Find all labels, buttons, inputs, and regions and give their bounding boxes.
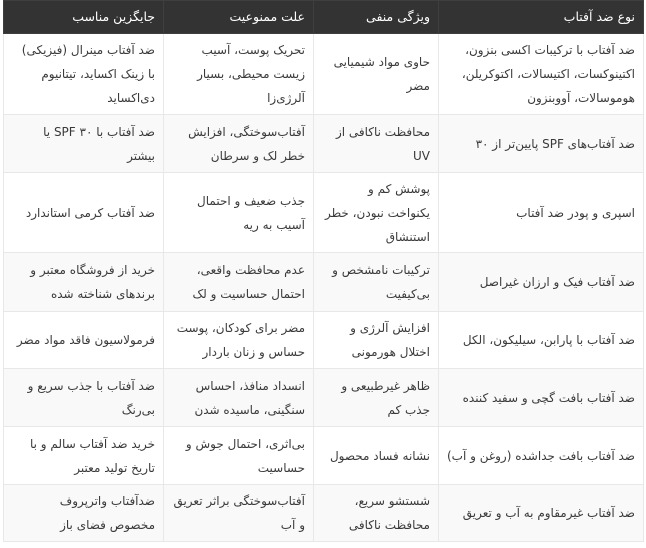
header-negative-feature: ویژگی منفی <box>314 1 439 34</box>
table-row <box>4 312 644 369</box>
cell-suitable-alternative: خرید ضد آفتاب سالم و با تاریخ تولید معتبر <box>4 427 164 485</box>
cell-sunscreen-type: ضد آفتاب با پارابن، سیلیکون، الکل <box>439 312 644 369</box>
cell-negative-feature: حاوی مواد شیمیایی مضر <box>314 34 439 115</box>
header-suitable-alternative: جایگزین مناسب <box>4 1 164 34</box>
cell-prohibition-reason: بی‌اثری، احتمال جوش و حساسیت <box>164 427 314 485</box>
cell-negative-feature: محافظت ناکافی از UV <box>314 115 439 173</box>
table-row <box>4 115 644 173</box>
cell-sunscreen-type: ضد آفتاب بافت جداشده (روغن و آب) <box>439 427 644 485</box>
cell-suitable-alternative: فرمولاسیون فاقد مواد مضر <box>4 312 164 369</box>
cell-negative-feature: افزایش آلرژی و اختلال هورمونی <box>314 312 439 369</box>
header-sunscreen-type: نوع ضد آفتاب <box>439 1 644 34</box>
table-row <box>4 34 644 115</box>
table-row <box>4 173 644 253</box>
cell-sunscreen-type: ضد آفتاب بافت گچی و سفید کننده <box>439 369 644 427</box>
cell-negative-feature: شستشو سریع، محافظت ناکافی <box>314 485 439 542</box>
table-row <box>4 369 644 427</box>
cell-sunscreen-type: اسپری و پودر ضد آفتاب <box>439 173 644 253</box>
sunscreen-comparison-table-container <box>3 0 643 542</box>
cell-sunscreen-type: ضد آفتاب غیرمقاوم به آب و تعریق <box>439 485 644 542</box>
cell-prohibition-reason: جذب ضعیف و احتمال آسیب به ریه <box>164 173 314 253</box>
cell-suitable-alternative: ضد آفتاب کرمی استاندارد <box>4 173 164 253</box>
cell-suitable-alternative: خرید از فروشگاه معتبر و برندهای شناخته شده <box>4 253 164 312</box>
cell-prohibition-reason: انسداد منافذ، احساس سنگینی، ماسیده شدن <box>164 369 314 427</box>
cell-prohibition-reason: عدم محافظت واقعی، احتمال حساسیت و لک <box>164 253 314 312</box>
cell-suitable-alternative: ضد آفتاب با ۳۰ SPF یا بیشتر <box>4 115 164 173</box>
cell-negative-feature: نشانه فساد محصول <box>314 427 439 485</box>
table-row <box>4 427 644 485</box>
cell-sunscreen-type: ضد آفتاب با ترکیبات اکسی بنزون، اکتینوکسات، اکتیسالات، اکتوکریلن، هوموسالات، آووبنزون <box>439 34 644 115</box>
cell-prohibition-reason: آفتاب‌سوختگی، افزایش خطر لک و سرطان <box>164 115 314 173</box>
table-row <box>4 485 644 542</box>
cell-suitable-alternative: ضد آفتاب با جذب سریع و بی‌رنگ <box>4 369 164 427</box>
table-row <box>4 253 644 312</box>
cell-suitable-alternative: ضد آفتاب مینرال (فیزیکی) با زینک اکساید، تیتانیوم دی‌اکساید <box>4 34 164 115</box>
cell-negative-feature: پوشش کم و یکنواخت نبودن، خطر استنشاق <box>314 173 439 253</box>
cell-negative-feature: ترکیبات نامشخص و بی‌کیفیت <box>314 253 439 312</box>
cell-prohibition-reason: تحریک پوست، آسیب زیست محیطی، بسیار آلرژی‌زا <box>164 34 314 115</box>
header-prohibition-reason: علت ممنوعیت <box>164 1 314 34</box>
cell-suitable-alternative: ضدآفتاب واترپروف مخصوص فضای باز <box>4 485 164 542</box>
cell-sunscreen-type: ضد آفتاب‌های SPF پایین‌تر از ۳۰ <box>439 115 644 173</box>
cell-prohibition-reason: آفتاب‌سوختگی براثر تعریق و آب <box>164 485 314 542</box>
sunscreen-comparison-table <box>3 0 644 542</box>
table-header-row <box>4 1 644 34</box>
cell-prohibition-reason: مضر برای کودکان، پوست حساس و زنان باردار <box>164 312 314 369</box>
cell-negative-feature: ظاهر غیرطبیعی و جذب کم <box>314 369 439 427</box>
cell-sunscreen-type: ضد آفتاب فیک و ارزان غیراصل <box>439 253 644 312</box>
